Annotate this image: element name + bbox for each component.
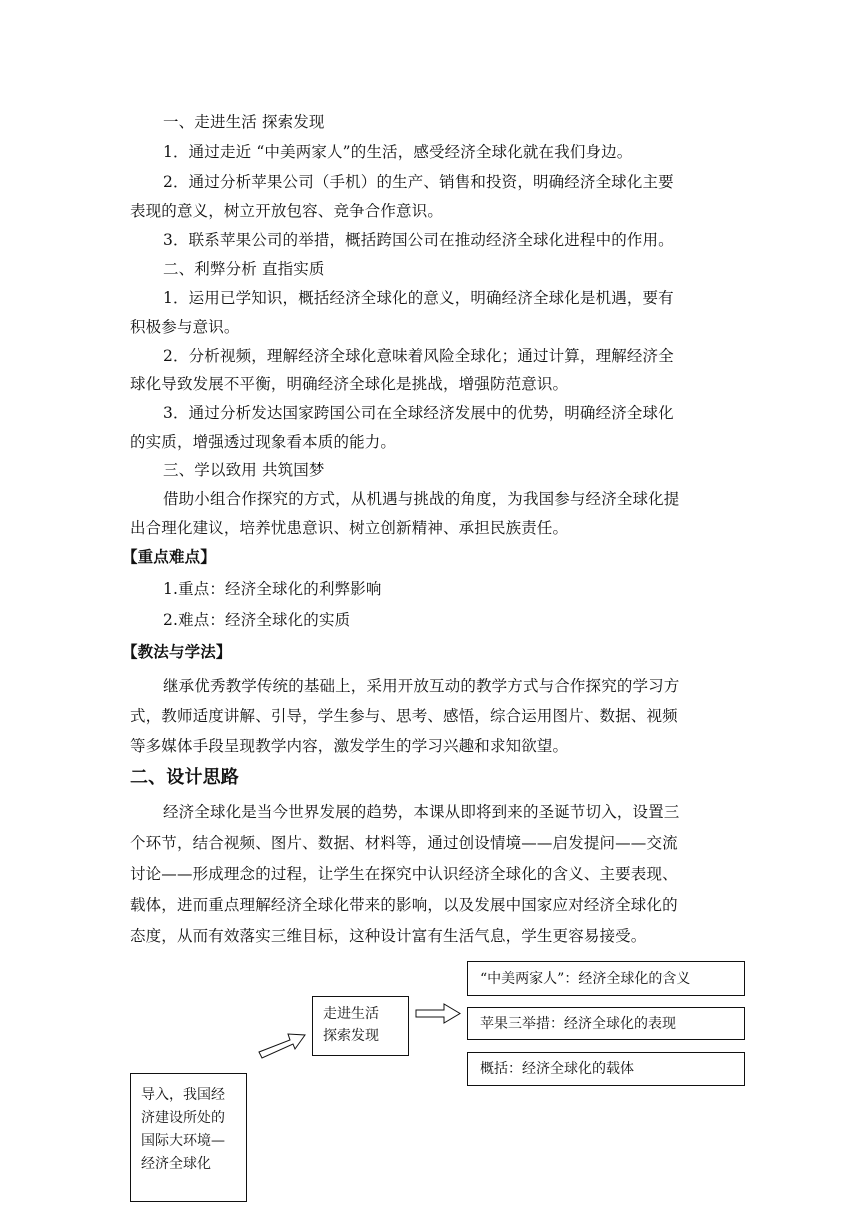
section2-item2-line2: 球化导致发展不平衡，明确经济全球化是挑战，增强防范意识。 [130,375,569,393]
key-point-1: 1.重点：经济全球化的利弊影响 [163,580,382,598]
flow-result-meaning-label: “中美两家人”：经济全球化的含义 [480,971,691,987]
section3-para-line1: 借助小组合作探究的方式，从机遇与挑战的角度，为我国参与经济全球化提 [163,490,680,508]
section1-item3: 3．联系苹果公司的举措，概括跨国公司在推动经济全球化进程中的作用。 [163,231,674,249]
section2-item3-line1: 3．通过分析发达国家跨国公司在全球经济发展中的优势，明确经济全球化 [163,404,674,422]
section3-para-line2: 出合理化建议，培养忧患意识、树立创新精神、承担民族责任。 [130,519,569,537]
diagonal-arrow-icon [259,1034,305,1058]
design-line1: 经济全球化是当今世界发展的趋势，本课从即将到来的圣诞节切入，设置三 [163,803,680,821]
flow-result-carrier-label: 概括：经济全球化的载体 [480,1061,634,1077]
section2-item1-line1: 1．运用已学知识，概括经济全球化的意义，明确经济全球化是机遇，要有 [163,289,674,307]
section2-item3-line2: 的实质，增强透过现象看本质的能力。 [130,433,397,451]
methods-heading: 【教法与学法】 [122,642,232,661]
methods-line3: 等多媒体手段呈现教学内容，激发学生的学习兴趣和求知欲望。 [130,737,569,755]
section3-heading: 三、学以致用 共筑国梦 [163,461,325,479]
section2-item1-line2: 积极参与意识。 [130,318,240,336]
section1-item2-line2: 表现的意义，树立开放包容、竞争合作意识。 [130,202,444,220]
design-line3: 讨论——形成理念的过程，让学生在探究中认识经济全球化的含义、主要表现、 [130,865,678,883]
design-heading: 二、设计思路 [130,767,239,788]
section1-heading: 一、走进生活 探索发现 [163,113,325,131]
right-arrow-icon [416,1004,460,1023]
section1-item1: 1．通过走近 “中美两家人”的生活，感受经济全球化就在我们身边。 [163,143,633,161]
flow-step-explore-label: 走进生活 探索发现 [323,1006,379,1044]
section2-heading: 二、利弊分析 直指实质 [163,260,325,278]
flow-result-manifestation-label: 苹果三举措：经济全球化的表现 [480,1016,676,1032]
methods-line1: 继承优秀教学传统的基础上，采用开放互动的教学方式与合作探究的学习方 [163,677,680,695]
key-points-heading: 【重点难点】 [122,547,216,566]
flow-intro-label: 导入，我国经 济建设所处的 国际大环境— 经济全球化 [141,1087,225,1172]
key-point-2: 2.难点：经济全球化的实质 [163,611,351,629]
methods-line2: 式，教师适度讲解、引导，学生参与、思考、感悟，综合运用图片、数据、视频 [130,707,678,725]
design-line2: 个环节，结合视频、图片、数据、材料等，通过创设情境——启发提问——交流 [130,834,678,852]
design-line4: 载体，进而重点理解经济全球化带来的影响，以及发展中国家应对经济全球化的 [130,896,678,914]
design-line5: 态度，从而有效落实三维目标，这种设计富有生活气息，学生更容易接受。 [130,927,647,945]
section1-item2-line1: 2．通过分析苹果公司（手机）的生产、销售和投资，明确经济全球化主要 [163,173,674,191]
section2-item2-line1: 2．分析视频，理解经济全球化意味着风险全球化；通过计算，理解经济全 [163,347,674,365]
